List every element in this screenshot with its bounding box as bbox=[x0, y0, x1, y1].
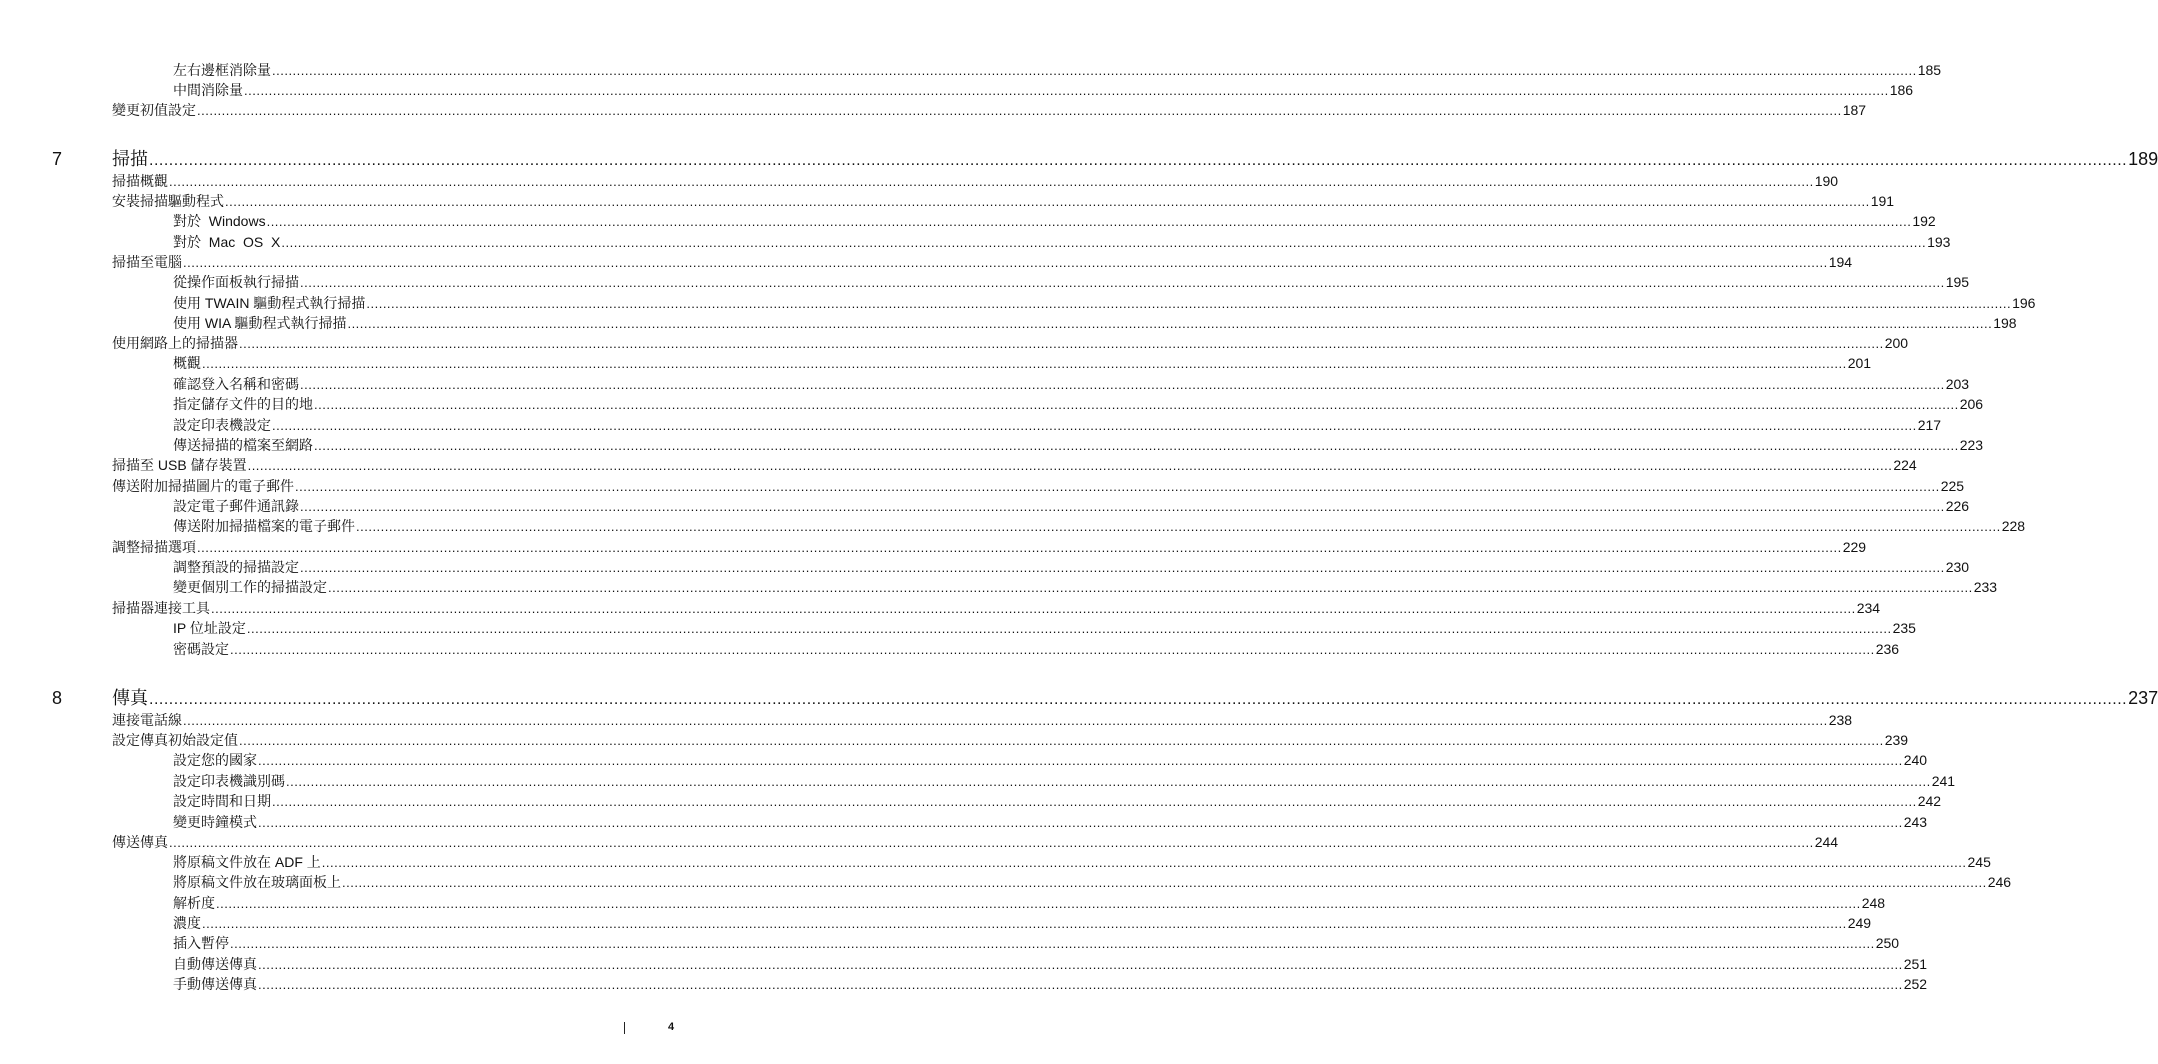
toc-subsection-entry[interactable] bbox=[173, 956, 1928, 973]
toc-entry-page: 225 bbox=[1940, 478, 1965, 494]
toc-subsection-entry[interactable] bbox=[173, 213, 1936, 230]
toc-section-entry[interactable] bbox=[112, 600, 1881, 617]
toc-entry-page: 198 bbox=[1993, 315, 2017, 331]
toc-entry-title: 傳送附加掃描檔案的電子郵件 bbox=[173, 518, 355, 534]
toc-entry-title: 掃描至 USB 儲存裝置 bbox=[112, 457, 247, 473]
toc-chapter-entry[interactable] bbox=[112, 148, 2158, 172]
toc-entry-page: 243 bbox=[1903, 814, 1928, 830]
toc-leader-dots: ................................................................................................................................................................................................................................................................................................................................................................................................................ bbox=[202, 356, 1847, 371]
toc-entry-title: 插入暫停 bbox=[173, 935, 229, 951]
toc-subsection-entry[interactable] bbox=[173, 498, 1970, 515]
toc-leader-dots: ................................................................................................................................................................................................................................................................................................................................................................................................................ bbox=[286, 774, 1931, 789]
toc-entry-page: 200 bbox=[1884, 335, 1909, 351]
toc-subsection-entry[interactable] bbox=[173, 895, 1886, 912]
toc-leader-dots: ................................................................................................................................................................................................................................................................................................................................................................................................................ bbox=[356, 519, 2001, 534]
toc-section-entry[interactable] bbox=[112, 193, 1895, 210]
toc-subsection-entry[interactable] bbox=[173, 355, 1872, 372]
toc-section-entry[interactable] bbox=[112, 712, 1853, 729]
toc-entry-title: 掃描器連接工具 bbox=[112, 600, 210, 616]
toc-entry-page: 239 bbox=[1884, 732, 1909, 748]
toc-entry-title: 變更時鐘模式 bbox=[173, 814, 257, 830]
toc-subsection-entry[interactable] bbox=[173, 814, 1928, 831]
toc-entry-page: 201 bbox=[1847, 355, 1872, 371]
toc-entry-title: 設定您的國家 bbox=[173, 752, 257, 768]
toc-entry-title: 傳真 bbox=[112, 688, 148, 708]
toc-entry-title: 概觀 bbox=[173, 355, 201, 371]
toc-entry-title: 左右邊框消除量 bbox=[173, 62, 271, 78]
toc-entry-title: 密碼設定 bbox=[173, 641, 229, 657]
toc-entry-page: 189 bbox=[2128, 149, 2158, 169]
toc-leader-dots: ................................................................................................................................................................................................................................................................................................................................................................................................................ bbox=[347, 316, 1993, 331]
toc-leader-dots: ................................................................................................................................................................................................................................................................................................................................................................................................................ bbox=[342, 875, 1987, 890]
toc-entry-page: 252 bbox=[1903, 976, 1928, 992]
toc-entry-page: 226 bbox=[1945, 498, 1970, 514]
toc-leader-dots: ................................................................................................................................................................................................................................................................................................................................................................................................................ bbox=[314, 438, 1959, 453]
toc-entry-page: 249 bbox=[1847, 915, 1872, 931]
toc-subsection-entry[interactable] bbox=[173, 976, 1928, 993]
toc-leader-dots: ................................................................................................................................................................................................................................................................................................................................................................................................................ bbox=[258, 753, 1903, 768]
toc-subsection-entry[interactable] bbox=[173, 417, 1942, 434]
toc-leader-dots: ................................................................................................................................................................................................................................................................................................................................................................................................................ bbox=[247, 458, 1893, 473]
toc-leader-dots: ................................................................................................................................................................................................................................................................................................................................................................................................................ bbox=[183, 255, 1828, 270]
toc-entry-title: 使用 TWAIN 驅動程式執行掃描 bbox=[173, 295, 366, 311]
toc-entry-page: 192 bbox=[1912, 213, 1936, 229]
toc-entry-title: 設定傳真初始設定值 bbox=[112, 732, 238, 748]
toc-entry-title: 變更個別工作的掃描設定 bbox=[173, 579, 327, 595]
toc-entry-title: 掃描 bbox=[112, 149, 148, 169]
toc-leader-dots: ................................................................................................................................................................................................................................................................................................................................................................................................................ bbox=[300, 275, 1945, 290]
toc-leader-dots: ................................................................................................................................................................................................................................................................................................................................................................................................................ bbox=[272, 794, 1917, 809]
toc-entry-title: 傳送附加掃描圖片的電子郵件 bbox=[112, 478, 294, 494]
toc-subsection-entry[interactable] bbox=[173, 82, 1914, 99]
toc-section-entry[interactable] bbox=[112, 539, 1867, 556]
toc-entry-page: 244 bbox=[1814, 834, 1839, 850]
toc-subsection-entry[interactable] bbox=[173, 559, 1970, 576]
toc-entry-title: 確認登入名稱和密碼 bbox=[173, 376, 299, 392]
toc-entry-page: 245 bbox=[1967, 854, 1991, 870]
toc-leader-dots: ................................................................................................................................................................................................................................................................................................................................................................................................................ bbox=[230, 936, 1875, 951]
toc-subsection-entry[interactable] bbox=[173, 295, 2036, 312]
toc-entry-title: 從操作面板執行掃描 bbox=[173, 274, 299, 290]
toc-entry-page: 237 bbox=[2128, 688, 2158, 708]
toc-entry-page: 230 bbox=[1945, 559, 1970, 575]
toc-entry-title: 使用網路上的掃描器 bbox=[112, 335, 238, 351]
toc-entry-page: 246 bbox=[1987, 874, 2012, 890]
toc-leader-dots: ................................................................................................................................................................................................................................................................................................................................................................................................................ bbox=[258, 977, 1903, 992]
toc-entry-page: 241 bbox=[1931, 773, 1956, 789]
toc-entry-page: 242 bbox=[1917, 793, 1942, 809]
toc-subsection-entry[interactable] bbox=[173, 641, 1900, 658]
toc-leader-dots: ................................................................................................................................................................................................................................................................................................................................................................................................................ bbox=[197, 103, 1842, 118]
toc-entry-page: 190 bbox=[1814, 173, 1839, 189]
toc-subsection-entry[interactable] bbox=[173, 518, 2026, 535]
toc-leader-dots: ................................................................................................................................................................................................................................................................................................................................................................................................................ bbox=[300, 377, 1945, 392]
toc-leader-dots: ................................................................................................................................................................................................................................................................................................................................................................................................................ bbox=[272, 418, 1917, 433]
toc-leader-dots: ................................................................................................................................................................................................................................................................................................................................................................................................................ bbox=[211, 601, 1856, 616]
toc-subsection-entry[interactable] bbox=[173, 793, 1942, 810]
toc-entry-page: 234 bbox=[1856, 600, 1881, 616]
toc-section-entry[interactable] bbox=[112, 834, 1839, 851]
toc-subsection-entry[interactable] bbox=[173, 62, 1942, 79]
toc-section-entry[interactable] bbox=[112, 173, 1839, 190]
toc-leader-dots: ................................................................................................................................................................................................................................................................................................................................................................................................................ bbox=[258, 957, 1903, 972]
toc-entry-title: 手動傳送傳真 bbox=[173, 976, 257, 992]
toc-entry-title: 解析度 bbox=[173, 895, 215, 911]
toc-subsection-entry[interactable] bbox=[173, 752, 1928, 769]
toc-subsection-entry[interactable] bbox=[173, 579, 1998, 596]
toc-entry-title: 自動傳送傳真 bbox=[173, 956, 257, 972]
toc-entry-page: 250 bbox=[1875, 935, 1900, 951]
toc-subsection-entry[interactable] bbox=[173, 773, 1956, 790]
toc-subsection-entry[interactable] bbox=[173, 437, 1984, 454]
toc-leader-dots: ................................................................................................................................................................................................................................................................................................................................................................................................................ bbox=[239, 733, 1884, 748]
page-number: 4 bbox=[668, 1021, 675, 1033]
toc-entry-title: 將原稿文件放在玻璃面板上 bbox=[173, 874, 341, 890]
toc-entry-page: 195 bbox=[1945, 274, 1970, 290]
toc-entry-title: 調整預設的掃描設定 bbox=[173, 559, 299, 575]
toc-entry-page: 187 bbox=[1842, 102, 1867, 118]
toc-entry-page: 236 bbox=[1875, 641, 1900, 657]
toc-entry-page: 191 bbox=[1870, 193, 1895, 209]
toc-leader-dots: ................................................................................................................................................................................................................................................................................................................................................................................................................ bbox=[149, 691, 2128, 708]
toc-entry-title: 對於 Windows bbox=[173, 213, 266, 229]
toc-leader-dots: ................................................................................................................................................................................................................................................................................................................................................................................................................ bbox=[246, 621, 1892, 636]
toc-entry-page: 240 bbox=[1903, 752, 1928, 768]
toc-leader-dots: ................................................................................................................................................................................................................................................................................................................................................................................................................ bbox=[197, 540, 1842, 555]
toc-entry-page: 248 bbox=[1861, 895, 1886, 911]
toc-subsection-entry[interactable] bbox=[173, 915, 1872, 932]
toc-entry-page: 223 bbox=[1959, 437, 1984, 453]
toc-section-entry[interactable] bbox=[112, 457, 1917, 474]
toc-entry-page: 224 bbox=[1893, 457, 1917, 473]
toc-leader-dots: ................................................................................................................................................................................................................................................................................................................................................................................................................ bbox=[244, 83, 1889, 98]
toc-leader-dots: ................................................................................................................................................................................................................................................................................................................................................................................................................ bbox=[225, 194, 1870, 209]
toc-entry-title: 傳送傳真 bbox=[112, 834, 168, 850]
toc-leader-dots: ................................................................................................................................................................................................................................................................................................................................................................................................................ bbox=[300, 560, 1945, 575]
toc-subsection-entry[interactable] bbox=[173, 396, 1984, 413]
toc-entry-title: 掃描至電腦 bbox=[112, 254, 182, 270]
toc-entry-page: 193 bbox=[1927, 234, 1951, 250]
toc-entry-title: 調整掃描選項 bbox=[112, 539, 196, 555]
toc-entry-page: 229 bbox=[1842, 539, 1867, 555]
toc-entry-title: 設定電子郵件通訊錄 bbox=[173, 498, 299, 514]
toc-subsection-entry[interactable] bbox=[173, 935, 1900, 952]
toc-entry-page: 185 bbox=[1917, 62, 1942, 78]
toc-leader-dots: ................................................................................................................................................................................................................................................................................................................................................................................................................ bbox=[314, 397, 1959, 412]
toc-leader-dots: ................................................................................................................................................................................................................................................................................................................................................................................................................ bbox=[321, 855, 1967, 870]
toc-subsection-entry[interactable] bbox=[173, 315, 2017, 332]
toc-entry-page: 217 bbox=[1917, 417, 1942, 433]
toc-subsection-entry[interactable] bbox=[173, 234, 1951, 251]
toc-entry-page: 186 bbox=[1889, 82, 1914, 98]
toc-entry-title: 變更初值設定 bbox=[112, 102, 196, 118]
toc-entry-title: 濃度 bbox=[173, 915, 201, 931]
toc-leader-dots: ................................................................................................................................................................................................................................................................................................................................................................................................................ bbox=[183, 713, 1828, 728]
toc-entry-page: 238 bbox=[1828, 712, 1853, 728]
toc-entry-title: 指定儲存文件的目的地 bbox=[173, 396, 313, 412]
toc-section-entry[interactable] bbox=[112, 335, 1909, 352]
toc-section-entry[interactable] bbox=[112, 478, 1965, 495]
footer-divider bbox=[624, 1022, 625, 1034]
toc-section-entry[interactable] bbox=[112, 732, 1909, 749]
chapter-number: 8 bbox=[52, 688, 63, 708]
toc-section-entry[interactable] bbox=[112, 254, 1853, 271]
toc-subsection-entry[interactable] bbox=[173, 274, 1970, 291]
toc-entry-page: 228 bbox=[2001, 518, 2026, 534]
toc-leader-dots: ................................................................................................................................................................................................................................................................................................................................................................................................................ bbox=[239, 336, 1884, 351]
toc-chapter-entry[interactable] bbox=[112, 687, 2158, 711]
toc-leader-dots: ................................................................................................................................................................................................................................................................................................................................................................................................................ bbox=[281, 235, 1927, 250]
toc-leader-dots: ................................................................................................................................................................................................................................................................................................................................................................................................................ bbox=[366, 296, 2012, 311]
toc-section-entry[interactable] bbox=[112, 102, 1867, 119]
toc-entry-title: 中間消除量 bbox=[173, 82, 243, 98]
toc-entry-title: 掃描概觀 bbox=[112, 173, 168, 189]
toc-leader-dots: ................................................................................................................................................................................................................................................................................................................................................................................................................ bbox=[328, 580, 1973, 595]
toc-leader-dots: ................................................................................................................................................................................................................................................................................................................................................................................................................ bbox=[216, 896, 1861, 911]
toc-entry-title: 設定印表機識別碼 bbox=[173, 773, 285, 789]
toc-leader-dots: ................................................................................................................................................................................................................................................................................................................................................................................................................ bbox=[258, 815, 1903, 830]
toc-entry-page: 194 bbox=[1828, 254, 1853, 270]
toc-leader-dots: ................................................................................................................................................................................................................................................................................................................................................................................................................ bbox=[295, 479, 1940, 494]
toc-entry-title: 設定時間和日期 bbox=[173, 793, 271, 809]
toc-entry-title: 使用 WIA 驅動程式執行掃描 bbox=[173, 315, 347, 331]
toc-subsection-entry[interactable] bbox=[173, 874, 2012, 891]
toc-entry-page: 233 bbox=[1973, 579, 1998, 595]
toc-leader-dots: ................................................................................................................................................................................................................................................................................................................................................................................................................ bbox=[266, 214, 1912, 229]
toc-entry-title: 連接電話線 bbox=[112, 712, 182, 728]
toc-entry-title: 安裝掃描驅動程式 bbox=[112, 193, 224, 209]
toc-leader-dots: ................................................................................................................................................................................................................................................................................................................................................................................................................ bbox=[169, 174, 1814, 189]
toc-entry-page: 203 bbox=[1945, 376, 1970, 392]
chapter-number: 7 bbox=[52, 149, 63, 169]
toc-leader-dots: ................................................................................................................................................................................................................................................................................................................................................................................................................ bbox=[272, 63, 1917, 78]
toc-entry-page: 235 bbox=[1892, 620, 1916, 636]
toc-leader-dots: ................................................................................................................................................................................................................................................................................................................................................................................................................ bbox=[230, 642, 1875, 657]
toc-entry-page: 251 bbox=[1903, 956, 1928, 972]
toc-entry-title: 傳送掃描的檔案至網路 bbox=[173, 437, 313, 453]
toc-entry-page: 206 bbox=[1959, 396, 1984, 412]
toc-subsection-entry[interactable] bbox=[173, 620, 1916, 637]
toc-entry-title: 將原稿文件放在 ADF 上 bbox=[173, 854, 321, 870]
toc-leader-dots: ................................................................................................................................................................................................................................................................................................................................................................................................................ bbox=[202, 916, 1847, 931]
toc-leader-dots: ................................................................................................................................................................................................................................................................................................................................................................................................................ bbox=[149, 152, 2128, 169]
toc-entry-title: 設定印表機設定 bbox=[173, 417, 271, 433]
toc-entry-title: IP 位址設定 bbox=[173, 620, 246, 636]
toc-leader-dots: ................................................................................................................................................................................................................................................................................................................................................................................................................ bbox=[300, 499, 1945, 514]
toc-subsection-entry[interactable] bbox=[173, 376, 1970, 393]
toc-subsection-entry[interactable] bbox=[173, 854, 1991, 871]
toc-leader-dots: ................................................................................................................................................................................................................................................................................................................................................................................................................ bbox=[169, 835, 1814, 850]
toc-entry-title: 對於 Mac OS X bbox=[173, 234, 281, 250]
toc-entry-page: 196 bbox=[2012, 295, 2036, 311]
